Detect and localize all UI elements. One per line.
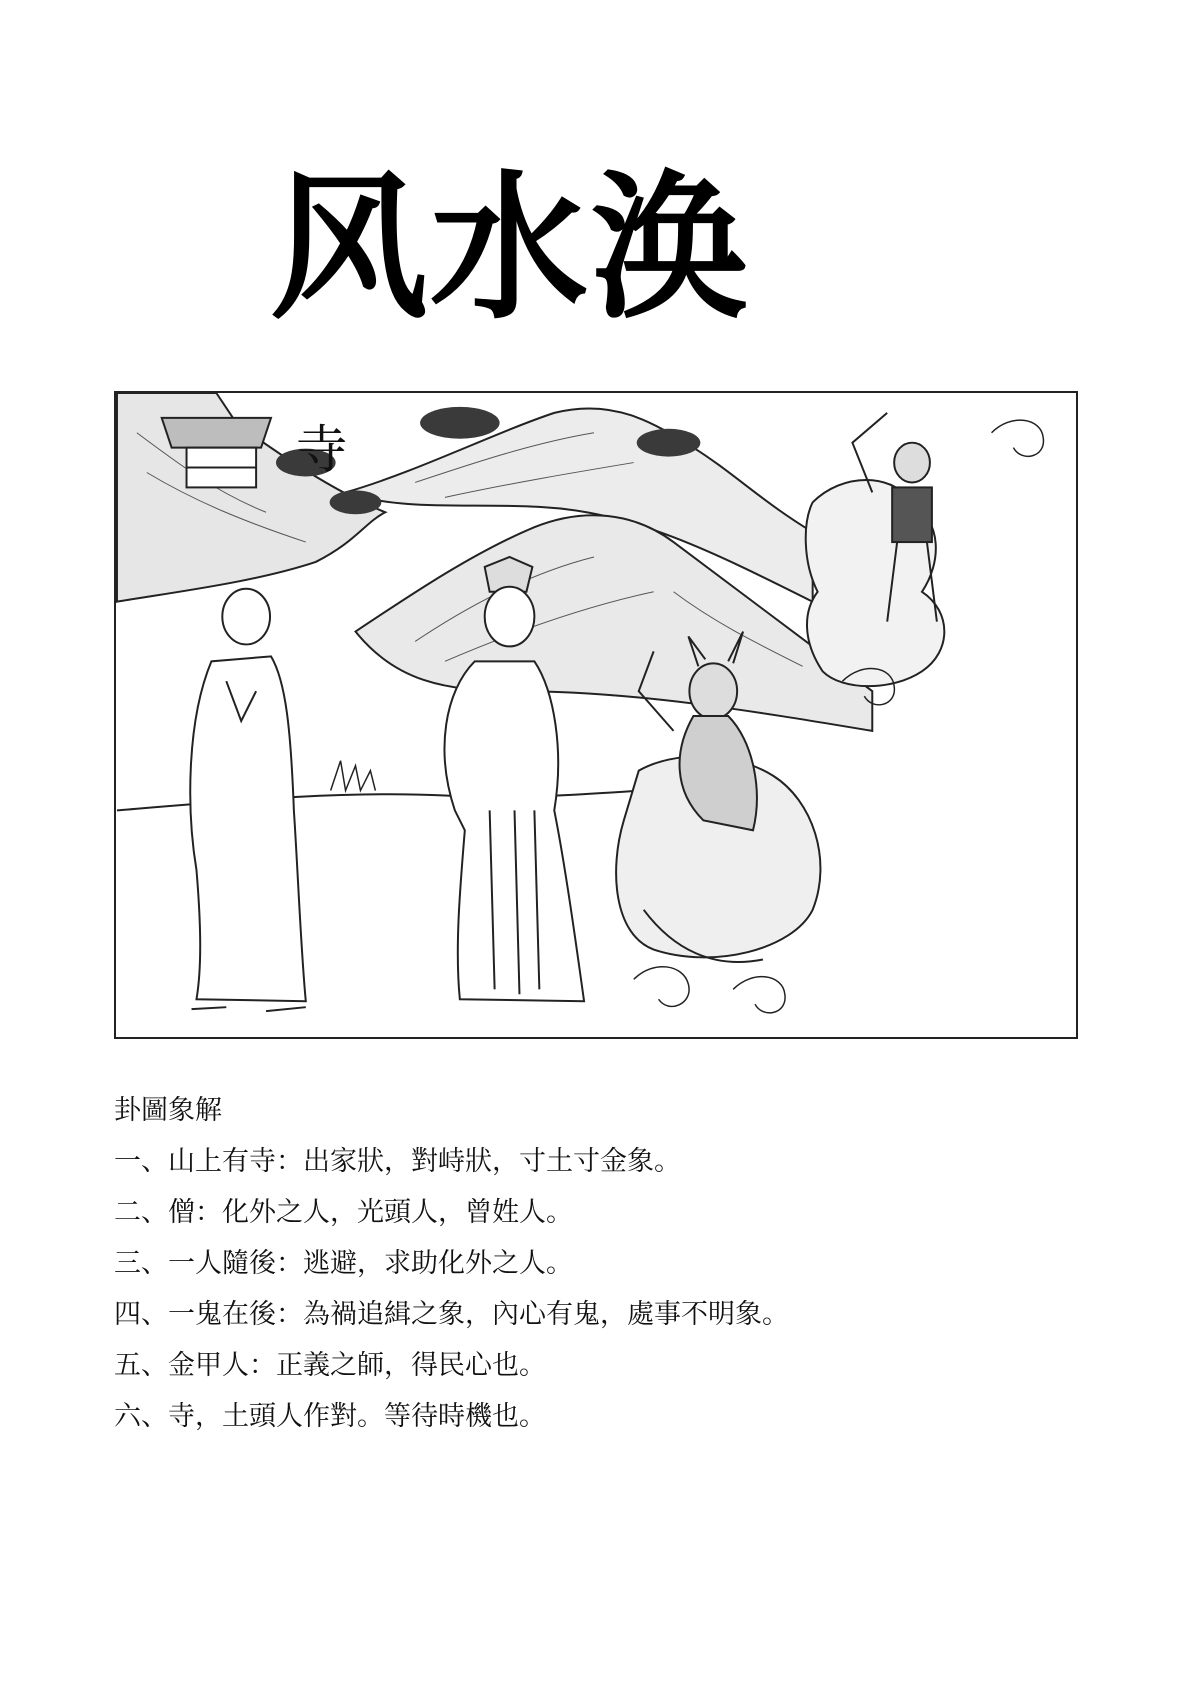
interpretation-line-6: 六、寺，土頭人作對。等待時機也。: [114, 1401, 546, 1432]
interpretation-line-5: 五、金甲人：正義之師，得民心也。: [114, 1350, 546, 1381]
interpretation-line-1: 一、山上有寺：出家狀，對峙狀，寸土寸金象。: [114, 1146, 681, 1177]
page-title: 风水涣: [270, 157, 750, 341]
interpretation-line-2: 二、僧：化外之人，光頭人，曾姓人。: [114, 1197, 573, 1228]
interpretation-line-4: 四、一鬼在後：為禍追緝之象，內心有鬼，處事不明象。: [114, 1299, 789, 1330]
armored-warrior-figure: [806, 413, 945, 686]
grass-tuft: [331, 761, 376, 791]
interpretation-section: [114, 1093, 1074, 1450]
illustration-drawing: [116, 393, 1076, 1037]
interpretation-line-3: 三、一人隨後：逃避，求助化外之人。: [114, 1248, 573, 1279]
hexagram-illustration: [114, 391, 1078, 1039]
temple-label: 寺: [295, 420, 348, 481]
monk-figure: [190, 589, 306, 1011]
interpretation-heading: 卦圖象解: [114, 1095, 222, 1126]
